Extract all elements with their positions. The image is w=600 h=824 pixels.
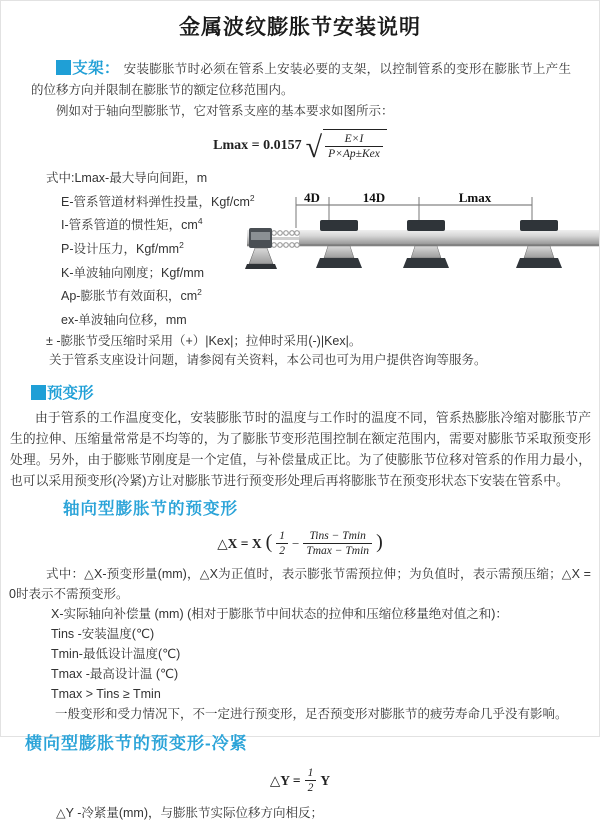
formula-denominator: P×Ap±Kex (328, 148, 380, 160)
support-intro-paragraph (31, 58, 571, 101)
definition-line: I-管系管道的惯性矩，$cm^4$ (61, 216, 203, 233)
axial-preform-subheader: 轴向型膨胀节的预变形 (63, 499, 238, 518)
support-intro-text: 安装膨胀节时必须在管系上安装必要的支架，以控制管系的变形在膨胀节上产生的位移方向并限制在膨胀节的额定位移范围内。 (31, 62, 571, 97)
axial-line: X-实际轴向补偿量 (mm) (相对于膨胀节中间状态的拉伸和压缩位移量绝对值之和)： (51, 606, 508, 621)
half-fraction: $\frac{1}{2}$ (305, 766, 317, 795)
formula-lhs: Lmax = 0.0157 (213, 137, 302, 153)
transverse-preform-subheader: 横向型膨胀节的预变形-冷紧 (25, 733, 248, 753)
definition-line: Ap-膨胀节有效面积，$cm^2$ (61, 287, 202, 304)
pipe-support-diagram (247, 192, 599, 286)
dim-label-4d: 4D (304, 190, 320, 205)
cold-tightening-note: △Y -冷紧量(mm)，与膨胀节实际位移方向相反； (56, 805, 324, 820)
axial-definitions (9, 564, 591, 724)
preform-section-header: 预变形 (31, 383, 599, 405)
formula-numerator: E×I (325, 132, 383, 147)
preform-intro-paragraph: 由于管系的工作温度变化，安装膨胀节时的温度与工作时的温度不同，管系热膨胀冷缩对膨胀节产生的拉伸、压缩量常常是不均等的，为了膨胀节变形范围控制在额定范围内，需要对膨胀节采取预变形处理。另外，由于膨账节刚度是一个定值，与补偿量成正比。为了使膨胀节位移对管系的作用力最小，也可以采用预变形(冷紧)方让对膨胀节进行预变形处理后再将膨胀节在预变形状态下安装在管系中。 (10, 409, 591, 488)
support-example-text: 例如对于轴向型膨胀节，它对管系支座的基本要求如图所示： (56, 104, 394, 118)
axial-preform-formula: △X = X ( $\frac{1}{2}$ − $\frac{\text{Tins − Tmin}}{Tmax - Tmin}$ ) (217, 529, 383, 557)
definition-line: E-管系管道材料弹性投量，Kgf/$cm^2$ (61, 192, 255, 209)
sqrt-content (323, 129, 387, 161)
dim-label-lmax: Lmax (458, 190, 492, 205)
axial-line: 一般变形和受力情况下，不一定进行预变形，足否预变形对膨胀节的疲劳寿命几乎没有影响。 (55, 706, 568, 721)
section-bullet-icon (56, 60, 71, 75)
definition-line: 式中:Lmax-最大导向间距，m (46, 171, 208, 186)
temperature-fraction: $\frac{\text{Tins − Tmin}}{Tmax - Tmin}$ (303, 529, 372, 558)
axial-line: 式中：△X-预变形量(mm)，△X为正值时，表示膨张节需预拉伸；为负值时，表示需预压缩；△X = 0时表示不需预变形。 (9, 566, 591, 601)
section-bullet-icon (31, 385, 46, 400)
support-section-header: 支架： (72, 60, 120, 77)
transverse-preform-formula: △Y = $\frac{1}{2}$ Y (269, 766, 331, 794)
definition-line: K-单波轴向刚度；Kgf/mm (61, 265, 205, 280)
lmax-formula (1, 129, 599, 164)
half-fraction: $\frac{1}{2}$ (276, 529, 288, 558)
dim-label-14d: 14D (362, 190, 386, 205)
sqrt-radical-icon: √ (305, 131, 323, 164)
axial-line: Tmax -最高设计温 (℃) (51, 666, 179, 681)
plus-minus-note: ± -膨胀节受压缩时采用（+）|Kex|；拉伸时采用(-)|Kex|。 (46, 333, 362, 348)
consult-note: 关于管系支座设计问题，请参阅有关资料，本公司也可为用户提供咨询等服务。 (49, 352, 487, 367)
page-title: 金属波纹膨胀节安装说明 (179, 16, 421, 39)
definition-line: P-设计压力，Kgf/$mm^2$ (61, 239, 184, 257)
axial-line: Tmin-最低设计温度(℃) (51, 646, 181, 661)
axial-line: Tins -安装温度(℃) (51, 626, 155, 641)
definition-line: ex-单波轴向位移，mm (61, 313, 187, 328)
axial-line: Tmax > Tins ≥ Tmin (51, 686, 161, 701)
